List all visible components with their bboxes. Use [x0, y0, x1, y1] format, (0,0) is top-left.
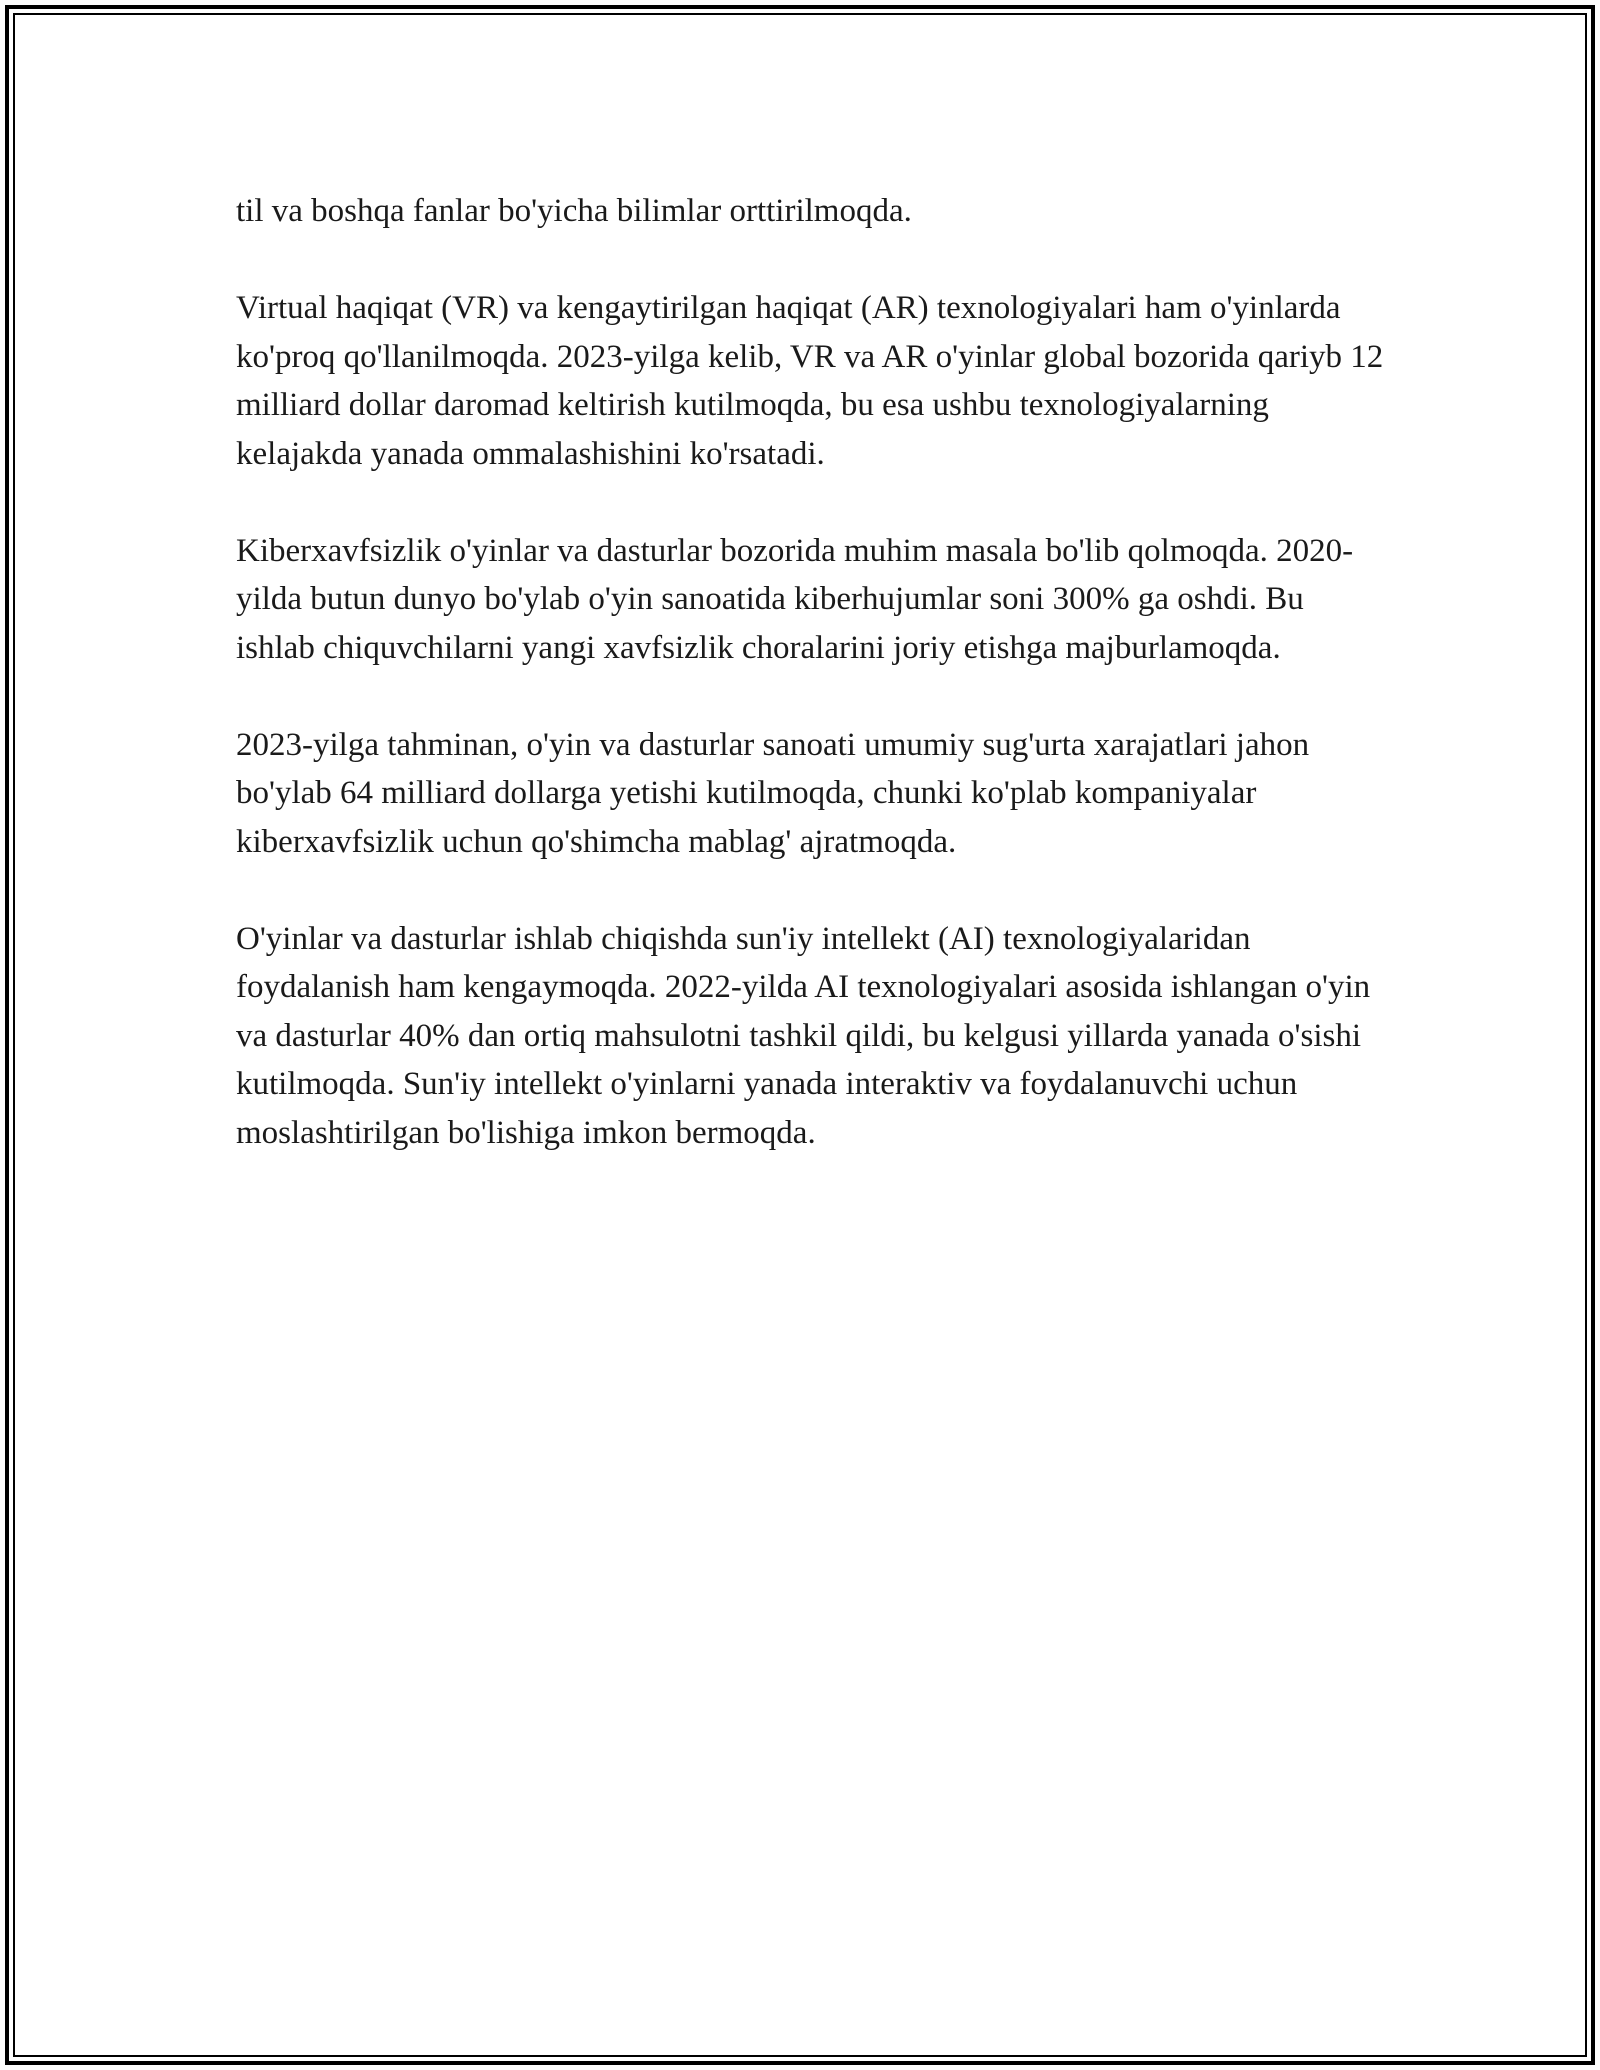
paragraph-5: O'yinlar va dasturlar ishlab chiqishda sun'iy intellekt (AI) texnologiyalaridan foydalanish ham kengaymoqda. 2022-yilda AI texnologiyalari asosida ishlangan o'yin va dasturlar 40% dan ortiq mahsulotni tashkil qildi, bu kelgusi yillarda yanada o'sishi kutilmoqda. Sun'iy intellekt o'yinlarni yanada interaktiv va foydalanuvchi uchun moslashtirilgan bo'lishiga imkon bermoqda.	[236, 920, 1371, 1151]
paragraph-2: Virtual haqiqat (VR) va kengaytirilgan haqiqat (AR) texnologiyalari ham o'yinlarda ko'proq qo'llanilmoqda. 2023-yilga kelib, VR va AR o'yinlar global bozorida qariyb 12 milliard dollar daromad keltirish kutilmoqda, bu esa ushbu texnologiyalarning kelajakda yanada ommalashishini ko'rsatadi.	[236, 290, 1384, 472]
document-body	[236, 187, 1386, 1206]
paragraph-4: 2023-yilga tahminan, o'yin va dasturlar sanoati umumiy sug'urta xarajatlari jahon bo'ylab 64 milliard dollarga yetishi kutilmoqda, chunki ko'plab kompaniyalar kiberxavfsizlik uchun qo'shimcha mablag' ajratmoqda.	[236, 726, 1310, 860]
paragraph-3: Kiberxavfsizlik o'yinlar va dasturlar bozorida muhim masala bo'lib qolmoqda. 2020-yilda butun dunyo bo'ylab o'yin sanoatida kiberhujumlar soni 300% ga oshdi. Bu ishlab chiquvchilarni yangi xavfsizlik choralarini joriy etishga majburlamoqda.	[236, 532, 1354, 666]
paragraph-1: til va boshqa fanlar bo'yicha bilimlar orttirilmoqda.	[236, 193, 912, 229]
